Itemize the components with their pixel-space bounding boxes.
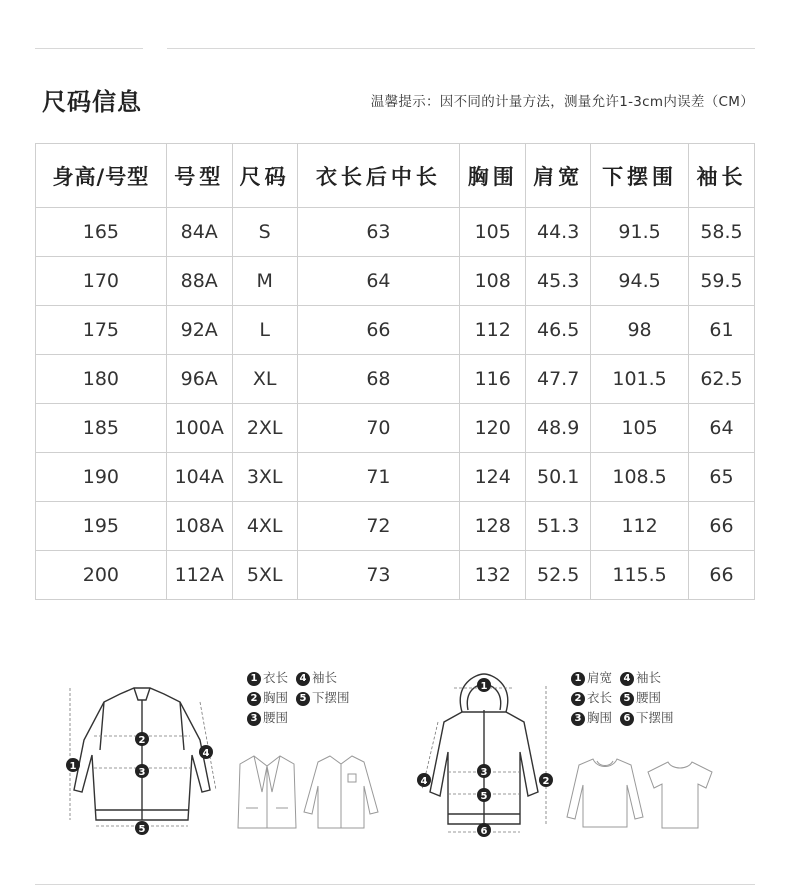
- header-length: 衣长后中长: [297, 144, 460, 208]
- sweater-sketch-icon: [565, 755, 645, 830]
- legend-left-item-2: 2 胸围: [247, 688, 288, 708]
- table-cell: 52.5: [526, 551, 591, 600]
- legend-right-item-1: 1 肩宽: [571, 668, 612, 688]
- table-cell: 124: [460, 453, 526, 502]
- table-cell: 66: [689, 551, 755, 600]
- left-markers: [60, 680, 230, 840]
- table-cell: 45.3: [526, 257, 591, 306]
- table-cell: 108: [460, 257, 526, 306]
- table-cell: 59.5: [689, 257, 755, 306]
- table-cell: 116: [460, 355, 526, 404]
- svg-text:3: 3: [480, 767, 488, 778]
- table-cell: 64: [689, 404, 755, 453]
- table-cell: 128: [460, 502, 526, 551]
- section-title: 尺码信息: [42, 88, 142, 116]
- table-cell: 47.7: [526, 355, 591, 404]
- marker-r-1: [477, 678, 491, 692]
- table-cell: 66: [297, 306, 460, 355]
- table-cell: 46.5: [526, 306, 591, 355]
- table-row: [36, 502, 755, 551]
- table-cell: 72: [297, 502, 460, 551]
- svg-text:1: 1: [480, 681, 488, 692]
- svg-text:5: 5: [480, 791, 488, 802]
- table-row: [36, 306, 755, 355]
- table-cell: 66: [689, 502, 755, 551]
- table-cell: 108A: [166, 502, 232, 551]
- header-height-type: 身高/号型: [36, 144, 167, 208]
- legend-right: [571, 668, 678, 728]
- table-cell: S: [232, 208, 297, 257]
- header-type: 号型: [166, 144, 232, 208]
- header-size: 尺码: [232, 144, 297, 208]
- table-cell: 71: [297, 453, 460, 502]
- table-cell: 112: [591, 502, 689, 551]
- legend-left-item-4: 4 袖长: [296, 668, 337, 688]
- table-cell: 91.5: [591, 208, 689, 257]
- table-cell: 2XL: [232, 404, 297, 453]
- measurement-tip: 温馨提示：因不同的计量方法，测量允许1-3cm内误差（CM）: [370, 94, 754, 110]
- header-hem: 下摆围: [591, 144, 689, 208]
- table-cell: 62.5: [689, 355, 755, 404]
- svg-text:6: 6: [480, 826, 488, 837]
- tshirt-sketch-icon: [646, 758, 714, 830]
- table-cell: 101.5: [591, 355, 689, 404]
- table-cell: 105: [460, 208, 526, 257]
- table-row: [36, 404, 755, 453]
- table-cell: 115.5: [591, 551, 689, 600]
- table-cell: 180: [36, 355, 167, 404]
- svg-text:4: 4: [420, 776, 428, 787]
- table-cell: 88A: [166, 257, 232, 306]
- table-row: [36, 453, 755, 502]
- table-cell: 100A: [166, 404, 232, 453]
- table-cell: 112A: [166, 551, 232, 600]
- marker-3: [135, 764, 149, 778]
- legend-right-item-3: 3 胸围: [571, 708, 612, 728]
- suit-sketch-icon: [236, 752, 298, 832]
- table-cell: 70: [297, 404, 460, 453]
- table-cell: 96A: [166, 355, 232, 404]
- legend-left-item-5: 5 下摆围: [296, 688, 350, 708]
- table-cell: 94.5: [591, 257, 689, 306]
- svg-text:4: 4: [202, 748, 210, 759]
- table-cell: 98: [591, 306, 689, 355]
- table-cell: 61: [689, 306, 755, 355]
- table-cell: 48.9: [526, 404, 591, 453]
- marker-2: [135, 732, 149, 746]
- header-chest: 胸围: [460, 144, 526, 208]
- right-markers: [410, 672, 570, 842]
- table-cell: 132: [460, 551, 526, 600]
- legend-right-item-4: 4 袖长: [620, 668, 661, 688]
- table-cell: 58.5: [689, 208, 755, 257]
- table-cell: XL: [232, 355, 297, 404]
- table-cell: 5XL: [232, 551, 297, 600]
- legend-left: [247, 668, 354, 728]
- marker-5: [135, 821, 149, 835]
- table-body: [36, 208, 755, 600]
- table-cell: 50.1: [526, 453, 591, 502]
- bottom-rule: [35, 884, 755, 885]
- table-cell: 84A: [166, 208, 232, 257]
- table-row: [36, 257, 755, 306]
- table-cell: 4XL: [232, 502, 297, 551]
- table-cell: M: [232, 257, 297, 306]
- table-cell: 105: [591, 404, 689, 453]
- table-cell: 104A: [166, 453, 232, 502]
- table-cell: 190: [36, 453, 167, 502]
- table-cell: 92A: [166, 306, 232, 355]
- table-cell: 68: [297, 355, 460, 404]
- marker-r-2: [539, 773, 553, 787]
- svg-text:2: 2: [138, 735, 146, 746]
- table-cell: 170: [36, 257, 167, 306]
- marker-r-3: [477, 764, 491, 778]
- table-cell: 64: [297, 257, 460, 306]
- table-cell: 112: [460, 306, 526, 355]
- table-row: [36, 551, 755, 600]
- table-cell: 65: [689, 453, 755, 502]
- table-cell: 51.3: [526, 502, 591, 551]
- legend-left-item-3: 3 腰围: [247, 708, 288, 728]
- marker-r-5: [477, 788, 491, 802]
- svg-text:3: 3: [138, 767, 146, 778]
- table-cell: 165: [36, 208, 167, 257]
- table-cell: 44.3: [526, 208, 591, 257]
- marker-4: [199, 745, 213, 759]
- table-cell: 200: [36, 551, 167, 600]
- table-header-row: [36, 144, 755, 208]
- table-cell: 175: [36, 306, 167, 355]
- table-row: [36, 355, 755, 404]
- svg-text:1: 1: [69, 761, 77, 772]
- marker-r-6: [477, 823, 491, 837]
- shirt-sketch-icon: [300, 752, 382, 832]
- legend-right-item-5: 5 腰围: [620, 688, 661, 708]
- table-row: [36, 208, 755, 257]
- svg-text:5: 5: [138, 824, 146, 835]
- header-sleeve: 袖长: [689, 144, 755, 208]
- table-cell: 73: [297, 551, 460, 600]
- legend-left-item-1: 1 衣长: [247, 668, 288, 688]
- marker-1: [66, 758, 80, 772]
- table-cell: 195: [36, 502, 167, 551]
- legend-right-item-2: 2 衣长: [571, 688, 612, 708]
- legend-right-item-6: 6 下摆围: [620, 708, 674, 728]
- table-cell: L: [232, 306, 297, 355]
- header-shoulder: 肩宽: [526, 144, 591, 208]
- table-cell: 63: [297, 208, 460, 257]
- marker-r-4: [417, 773, 431, 787]
- top-rule-right: [167, 48, 755, 49]
- top-rule-left: [35, 48, 143, 49]
- table-cell: 120: [460, 404, 526, 453]
- svg-text:2: 2: [542, 776, 550, 787]
- table-cell: 108.5: [591, 453, 689, 502]
- table-cell: 185: [36, 404, 167, 453]
- size-table: [35, 143, 755, 600]
- table-cell: 3XL: [232, 453, 297, 502]
